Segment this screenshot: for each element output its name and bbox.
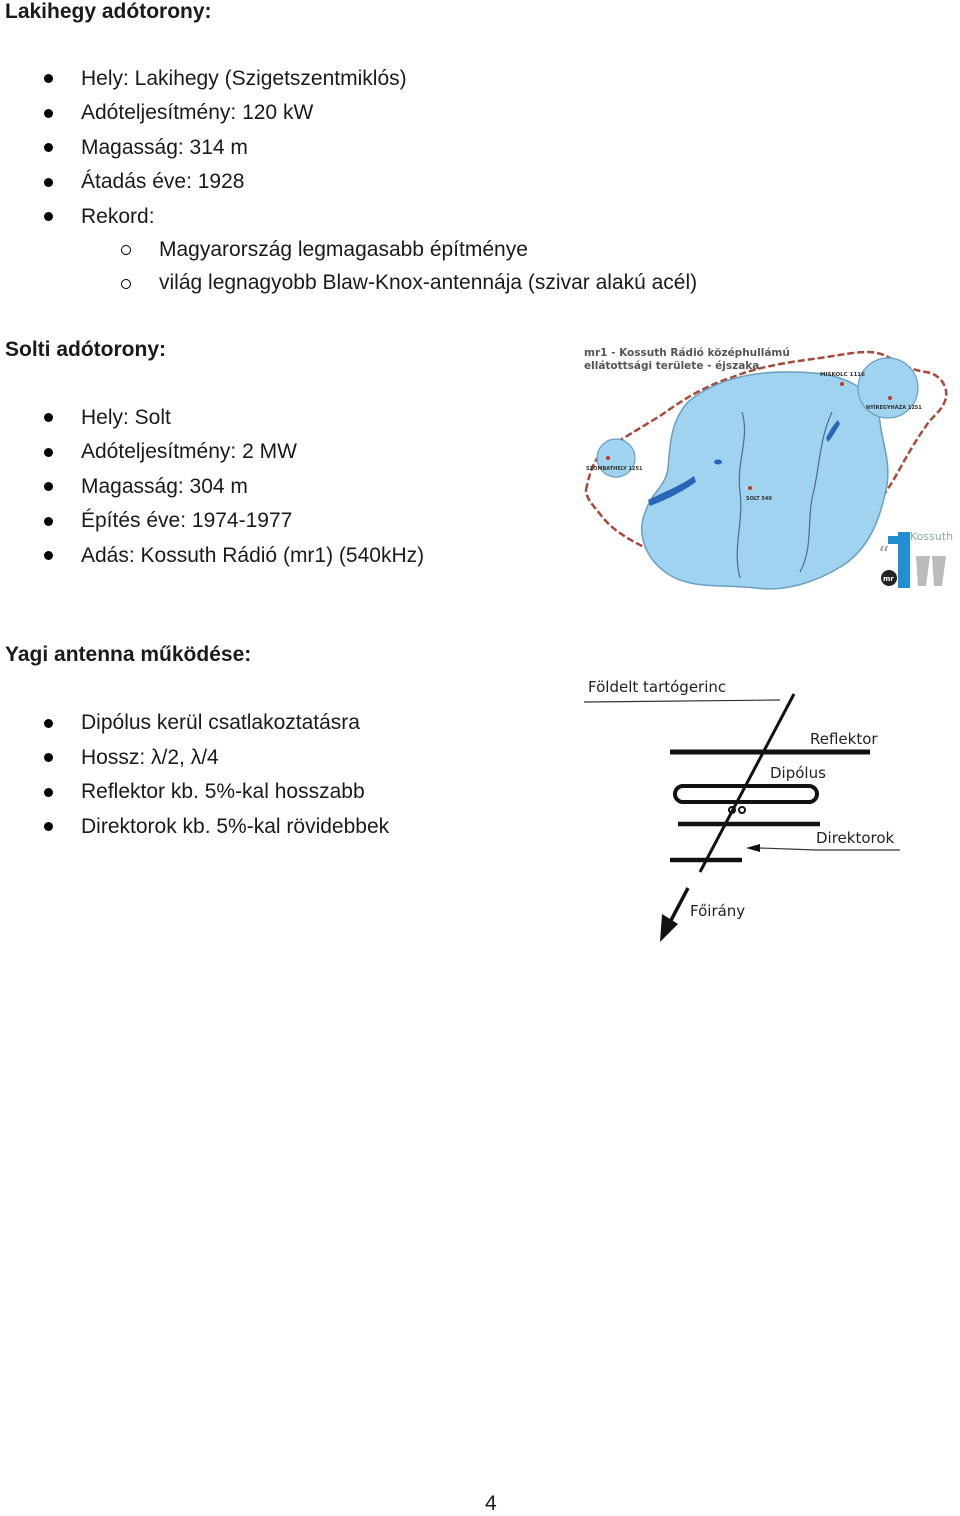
list-item: Adóteljesítmény: 2 MW — [81, 440, 297, 463]
sub-list-item: világ legnagyobb Blaw-Knox-antennája (szivar alakú acél) — [159, 271, 698, 294]
dipole-element — [675, 786, 817, 802]
bullet — [44, 109, 53, 118]
list-item: Adás: Kossuth Rádió (mr1) (540kHz) — [81, 544, 425, 567]
city-dot-solt — [748, 486, 752, 490]
logo-text: Kossuth — [910, 530, 954, 543]
list-item: Építés éve: 1974-1977 — [81, 509, 293, 532]
yagi-diagram — [580, 672, 910, 950]
label-solt: SOLT 540 — [746, 496, 772, 502]
bullet — [44, 482, 53, 491]
logo-quote — [916, 556, 946, 586]
bullet — [44, 178, 53, 187]
section-title-lakihegy: Lakihegy adótorony: — [5, 0, 212, 23]
directors-arrow — [760, 848, 816, 850]
page-number: 4 — [485, 1492, 497, 1515]
logo-badge-text: mr — [883, 575, 894, 583]
city-dot-szombathely — [606, 456, 610, 460]
sub-list-item: Magyarország legmagasabb építménye — [159, 238, 528, 261]
city-dot-miskolc — [840, 382, 844, 386]
boom — [700, 694, 794, 872]
label-dipole: Dipólus — [770, 764, 826, 782]
bullet — [44, 788, 53, 797]
sub-bullet — [121, 245, 131, 255]
list-item: Hely: Lakihegy (Szigetszentmiklós) — [81, 67, 407, 90]
bullet — [44, 212, 53, 221]
label-szombathely: SZOMBATHELY 1251 — [586, 466, 643, 472]
label-boom: Földelt tartógerinc — [588, 678, 727, 696]
logo-quote-left: “ — [878, 543, 890, 568]
bullet — [44, 74, 53, 83]
list-item: Dipólus kerül csatlakoztatásra — [81, 711, 360, 734]
label-directors: Direktorok — [816, 829, 895, 847]
bullet — [44, 822, 53, 831]
list-item: Magasság: 314 m — [81, 136, 248, 159]
list-item: Adóteljesítmény: 120 kW — [81, 101, 314, 124]
list-item: Átadás éve: 1928 — [81, 170, 245, 193]
list-item: Magasság: 304 m — [81, 475, 248, 498]
bullet — [44, 413, 53, 422]
list-item: Direktorok kb. 5%-kal rövidebbek — [81, 815, 390, 838]
label-direction: Főirány — [690, 902, 746, 920]
kossuth-logo — [878, 530, 953, 588]
bullet — [44, 753, 53, 762]
list-item: Rekord: — [81, 205, 155, 228]
bullet — [44, 551, 53, 560]
label-reflector: Reflektor — [810, 730, 878, 748]
map-subtitle: ellátottsági területe - éjszaka — [584, 360, 760, 372]
list-item: Hossz: λ/2, λ/4 — [81, 746, 219, 769]
section-title-solt: Solti adótorony: — [5, 338, 166, 361]
logo-one-flag — [888, 536, 900, 544]
bullet — [44, 448, 53, 457]
list-item: Hely: Solt — [81, 406, 171, 429]
section-title-yagi: Yagi antenna működése: — [5, 643, 252, 666]
lake — [714, 460, 722, 465]
boom-label-line — [584, 700, 780, 702]
map-title: mr1 - Kossuth Rádió középhullámú — [584, 347, 790, 359]
city-dot-nyiregyhaza — [888, 396, 892, 400]
bullet — [44, 719, 53, 728]
feed-point — [739, 807, 745, 813]
sub-bullet — [121, 279, 131, 289]
coverage-map — [580, 342, 956, 598]
bullet — [44, 143, 53, 152]
direction-arrowhead — [660, 914, 678, 942]
directors-arrowhead — [746, 844, 760, 852]
label-nyiregyhaza: NYÍREGYHÁZA 1251 — [866, 405, 922, 411]
list-item: Reflektor kb. 5%-kal hosszabb — [81, 780, 365, 803]
label-miskolc: MISKOLC 1116 — [820, 372, 865, 378]
bullet — [44, 517, 53, 526]
